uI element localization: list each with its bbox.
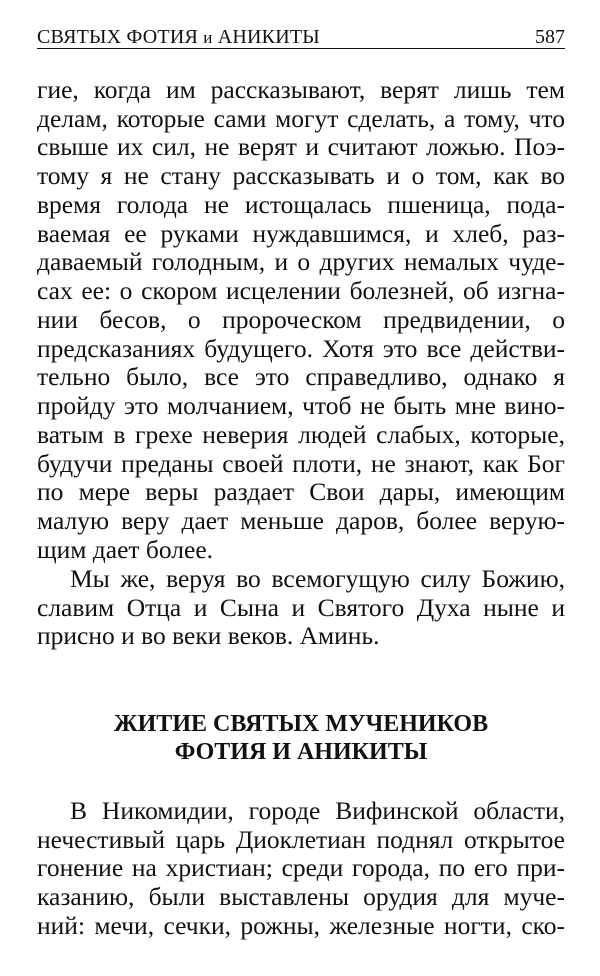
- text-line: делам, которые сами могут сделать, а тому, что: [37, 104, 565, 133]
- text-line: будучи преданы своей плоти, не знают, как Бог: [37, 449, 565, 478]
- text-line: малую веру дает меньше даров, более верую-: [37, 506, 565, 535]
- text-line: пройду это молчанием, чтоб не быть мне вино-: [37, 391, 565, 420]
- header-rule: [37, 48, 565, 49]
- text-line: ватым в грехе неверия людей слабых, которые,: [37, 420, 565, 449]
- text-line: нечестивый царь Диоклетиан поднял открытое: [37, 825, 565, 854]
- text-line: по мере веры раздает Свои дары, имеющим: [37, 477, 565, 506]
- text-line: даваемый голодным, и о других немалых чуде-: [37, 247, 565, 276]
- chapter-heading-line-1: ЖИТИЕ СВЯТЫХ МУЧЕНИКОВ: [113, 711, 489, 737]
- running-head-title-part1: СВЯТЫХ ФОТИЯ: [37, 26, 204, 48]
- text-line: гие, когда им рассказывают, верят лишь тем: [37, 75, 565, 104]
- text-line: казанию, были выставлены орудия для муче-: [37, 882, 565, 911]
- text-line: щим дает более.: [37, 535, 214, 564]
- running-head: [37, 24, 565, 48]
- running-head-title-part2: АНИКИТЫ: [212, 26, 320, 48]
- text-line: время голода не истощалась пшеница, пода-: [37, 190, 565, 219]
- text-line: сах ее: о скором исцелении болезней, об изгна-: [37, 276, 565, 305]
- text-line: ний: мечи, сечки, рожны, железные ногти, ско-: [37, 911, 565, 940]
- text-line: тельно было, все это справедливо, однако я: [37, 362, 565, 391]
- running-head-title: [37, 26, 320, 49]
- text-line: славим Отца и Сына и Святого Духа ныне и: [37, 593, 565, 622]
- text-line: тому я не стану рассказывать и о том, как во: [37, 161, 565, 190]
- text-line: Мы же, веруя во всемогущую силу Божию,: [70, 564, 565, 593]
- page-number: 587: [535, 26, 565, 48]
- text-line: присно и во веки веков. Аминь.: [37, 621, 380, 650]
- text-line: предсказаниях будущего. Хотя это все действи-: [37, 334, 565, 363]
- text-line: ваемая ее руками нуждавшимся, и хлеб, раз-: [37, 219, 565, 248]
- chapter-heading-line-2: ФОТИЯ И АНИКИТЫ: [174, 739, 428, 765]
- running-head-title-conjunction: и: [203, 28, 213, 47]
- text-line: гонение на христиан; среди города, по его при-: [37, 853, 565, 882]
- text-line: свыше их сил, не верят и считают ложью. Поэ-: [37, 132, 565, 161]
- text-line: В Никомидии, городе Вифинской области,: [70, 796, 565, 825]
- text-line: нии бесов, о пророческом предвидении, о: [37, 305, 565, 334]
